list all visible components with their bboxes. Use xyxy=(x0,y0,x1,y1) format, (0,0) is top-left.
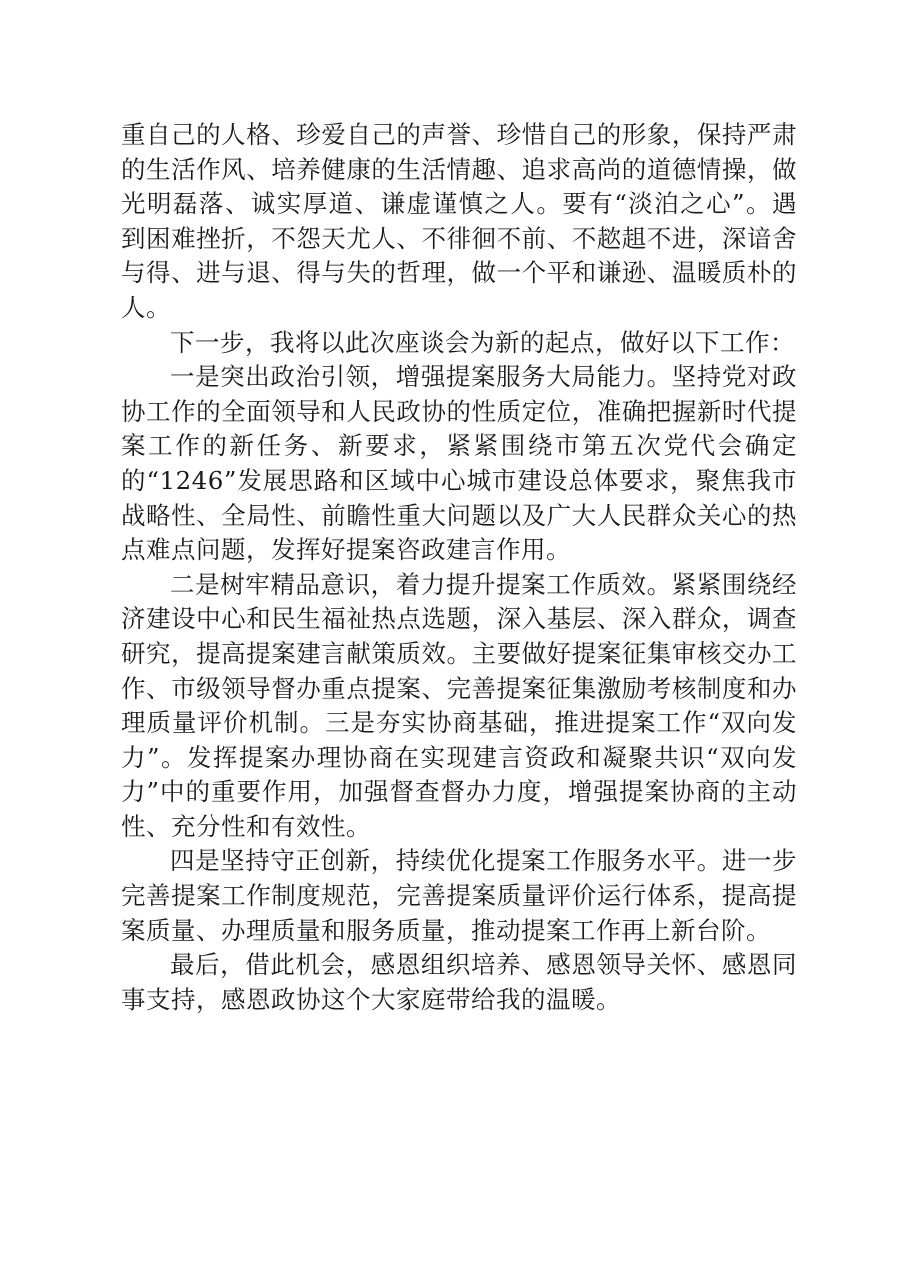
paragraph-point-two-three: 二是树牢精品意识，着力提升提案工作质效。紧紧围绕经济建设中心和民生福祉热点选题，深入基层、深入群众，调查研究，提高提案建言献策质效。主要做好提案征集审核交办工作、市级领导督办重点提案、完善提案征集激励考核制度和办理质量评价机制。三是夯实协商基础，推进提案工作“双向发力”。发挥提案办理协商在实现建言资政和凝聚共识“双向发力”中的重要作用，加强督查督办力度，增强提案协商的主动性、充分性和有效性。 xyxy=(121,569,797,841)
paragraph-continuation: 重自己的人格、珍爱自己的声誉、珍惜自己的形象，保持严肃的生活作风、培养健康的生活情趣、追求高尚的道德情操，做光明磊落、诚实厚道、谦虚谨慎之人。要有“淡泊之心”。遇到困难挫折，不怨天尤人、不徘徊不前、不趑趄不进，深谙舍与得、进与退、得与失的哲理，做一个平和谦逊、温暖质朴的人。 xyxy=(121,120,797,322)
paragraph-closing: 最后，借此机会，感恩组织培养、感恩领导关怀、感恩同事支持，感恩政协这个大家庭带给我的温暖。 xyxy=(121,950,797,1014)
paragraph-point-four: 四是坚持守正创新，持续优化提案工作服务水平。进一步完善提案工作制度规范，完善提案质量评价运行体系，提高提案质量、办理质量和服务质量，推动提案工作再上新台阶。 xyxy=(121,846,797,945)
document-body xyxy=(121,118,797,1017)
paragraph-point-one: 一是突出政治引领，增强提案服务大局能力。坚持党对政协工作的全面领导和人民政协的性质定位，准确把握新时代提案工作的新任务、新要求，紧紧围绕市第五次党代会确定的“1246”发展思路和区域中心城市建设总体要求，聚焦我市战略性、全局性、前瞻性重大问题以及广大人民群众关心的热点难点问题，发挥好提案咨政建言作用。 xyxy=(121,362,797,565)
paragraph-next-steps: 下一步，我将以此次座谈会为新的起点，做好以下工作： xyxy=(170,327,795,357)
